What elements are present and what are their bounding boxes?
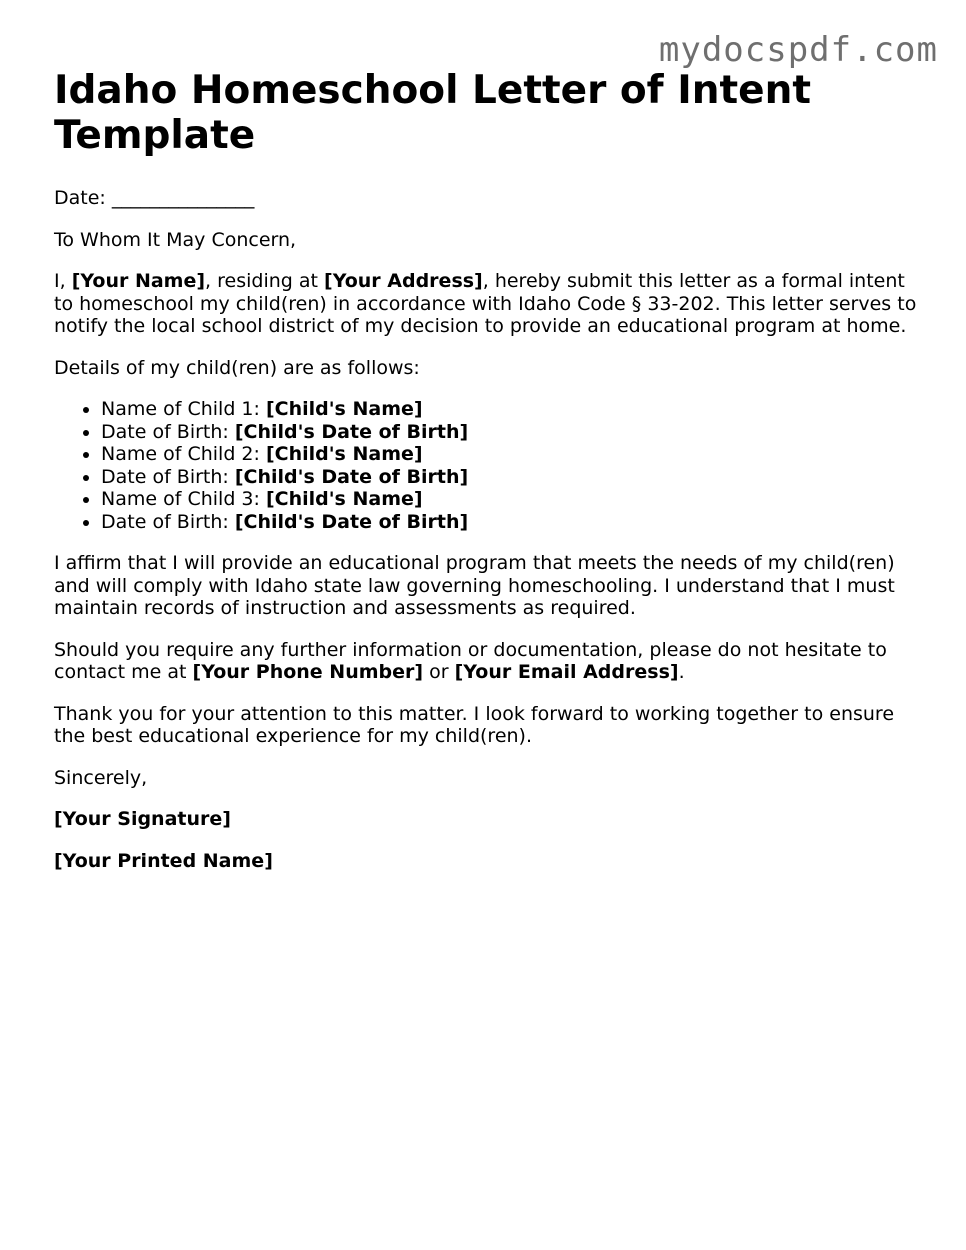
- list-item-label: Name of Child 3:: [101, 488, 266, 510]
- intro-text-2: , residing at: [205, 270, 325, 292]
- thanks-paragraph: Thank you for your attention to this matter. I look forward to working together to ensure the best educational experience for my child(ren).: [54, 702, 895, 747]
- your-address-placeholder: [Your Address]: [324, 270, 483, 292]
- salutation: To Whom It May Concern,: [54, 228, 297, 251]
- closing: Sincerely,: [54, 766, 148, 789]
- details-intro: Details of my child(ren) are as follows:: [54, 356, 420, 379]
- list-item: [101, 398, 924, 421]
- list-item: [101, 421, 924, 444]
- your-name-placeholder: [Your Name]: [71, 270, 206, 292]
- email-placeholder: [Your Email Address]: [454, 661, 679, 683]
- list-item-label: Date of Birth:: [101, 510, 235, 533]
- contact-text-2: or: [423, 661, 455, 683]
- date-line: Date: _______________: [54, 187, 255, 209]
- list-item-value: [Child's Date of Birth]: [234, 420, 469, 443]
- intro-text-3: , hereby submit this letter as a formal intent to homeschool my child(ren) in accordance with Idaho Code § 33-202. This letter serves to notify the local school district of my decision to provide an educational program at home.: [54, 270, 917, 337]
- letter-page: [54, 68, 924, 891]
- intro-paragraph: [54, 270, 924, 338]
- signature-line: [54, 808, 924, 831]
- list-item-value: [Child's Name]: [265, 443, 423, 465]
- list-item-label: Name of Child 1:: [101, 398, 266, 420]
- intro-text-1: I,: [54, 270, 72, 292]
- list-item-value: [Child's Date of Birth]: [234, 465, 469, 488]
- affirm-paragraph: I affirm that I will provide an educational program that meets the needs of my child(ren) and will comply with Idaho state law governing homeschooling. I understand that I must maintain records of instruction and assessments as required.: [54, 552, 895, 619]
- list-item-value: [Child's Name]: [265, 398, 423, 420]
- list-item-value: [Child's Date of Birth]: [234, 510, 469, 533]
- contact-paragraph: [54, 639, 924, 684]
- printed-name-placeholder: [Your Printed Name]: [54, 849, 273, 872]
- signature-placeholder: [Your Signature]: [54, 808, 231, 830]
- list-item: [101, 443, 924, 466]
- list-item-label: Name of Child 2:: [101, 443, 266, 465]
- contact-text-3: .: [678, 661, 685, 683]
- watermark: mydocspdf.com: [658, 30, 938, 70]
- list-item: [101, 466, 924, 489]
- phone-placeholder: [Your Phone Number]: [192, 661, 424, 683]
- list-item-label: Date of Birth:: [101, 465, 235, 488]
- children-list: [54, 398, 924, 533]
- printed-name-line: [54, 850, 924, 873]
- contact-text-1: Should you require any further information or documentation, please do not hesitate to contact me at: [54, 638, 887, 683]
- list-item: [101, 488, 924, 511]
- list-item-label: Date of Birth:: [101, 420, 235, 443]
- page-title: Idaho Homeschool Letter of Intent Template: [54, 68, 811, 158]
- list-item-value: [Child's Name]: [265, 488, 423, 510]
- list-item: [101, 511, 924, 534]
